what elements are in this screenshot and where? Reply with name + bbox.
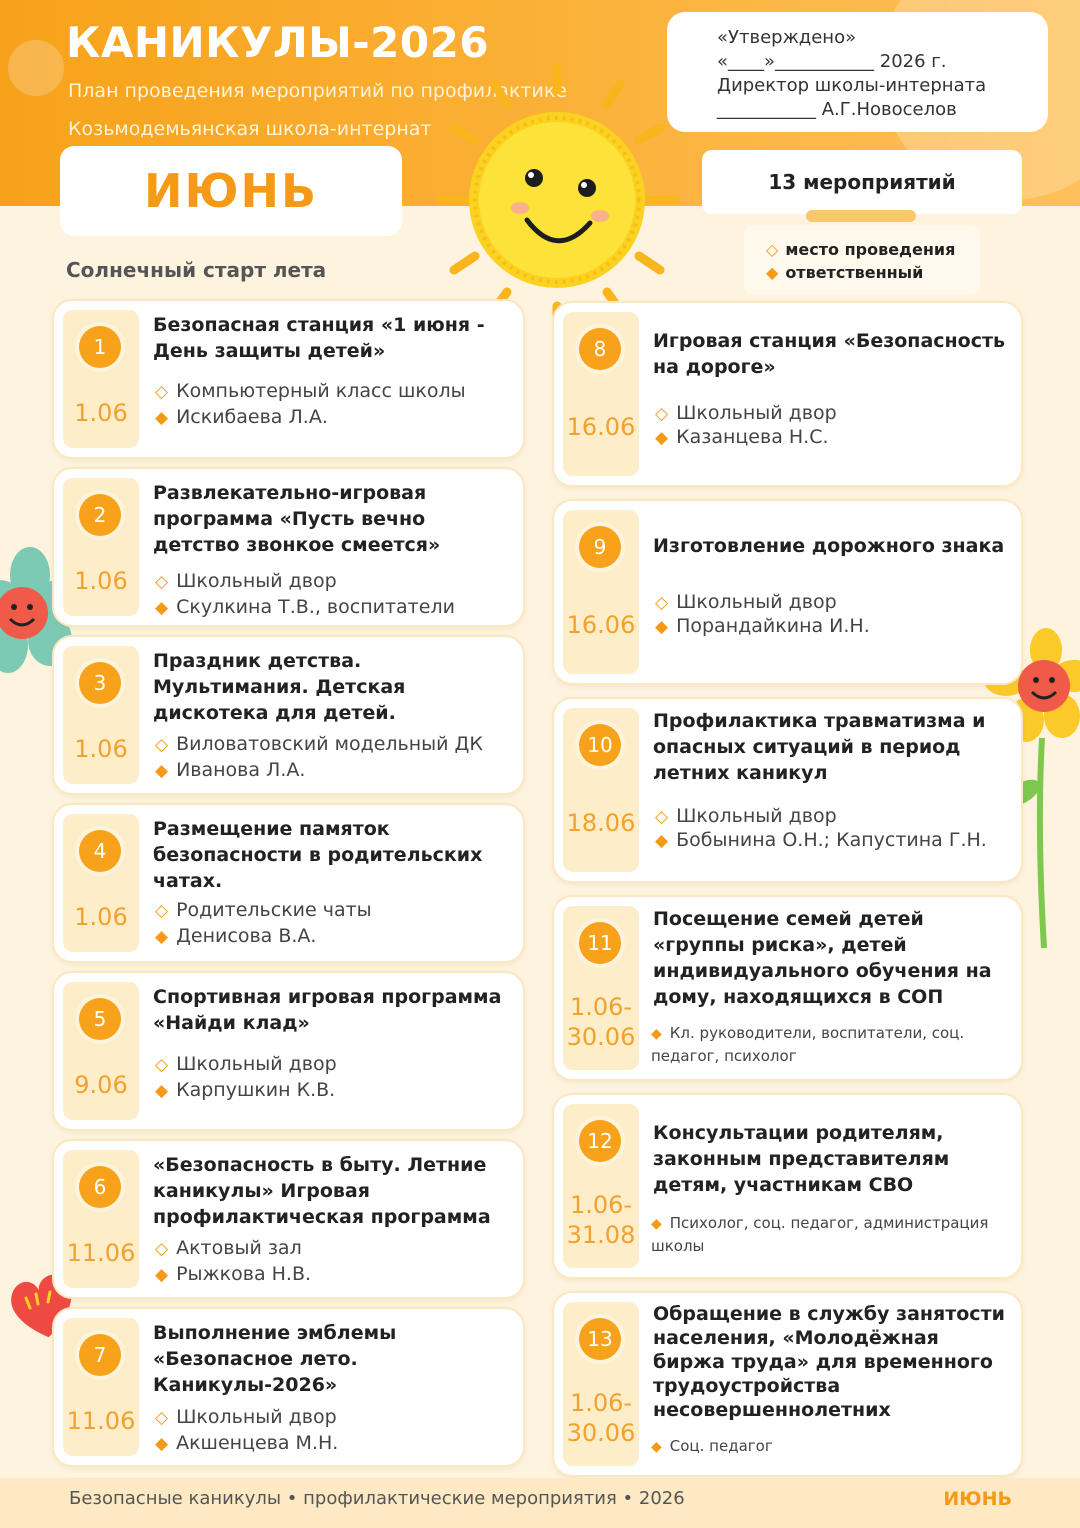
- event-card: [54, 637, 523, 793]
- hollow-diamond-icon: ◇: [155, 1055, 169, 1075]
- event-card: [554, 501, 1021, 683]
- event-responsible: ◆ Бобынина О.Н.; Капустина Г.Н.: [655, 829, 987, 851]
- event-place: ◇ Школьный двор: [655, 402, 837, 424]
- event-place: ◇ Школьный двор: [655, 591, 837, 613]
- approval-line: ___________ А.Г.Новоселов: [717, 99, 957, 120]
- event-card: [54, 1141, 523, 1297]
- event-number: 12: [579, 1120, 621, 1162]
- filled-diamond-icon: ◆: [766, 263, 779, 282]
- event-title: Безопасная станция «1 июня - День защиты детей»: [153, 314, 485, 362]
- event-card: [54, 301, 523, 457]
- hollow-diamond-icon: ◇: [155, 1239, 169, 1259]
- event-number: 11: [579, 922, 621, 964]
- event-date: 1.06- 30.06: [566, 993, 636, 1051]
- event-date: 1.06- 31.08: [566, 1191, 636, 1249]
- events-count: 13 мероприятий: [702, 150, 1022, 214]
- school-name: Козьмодемьянская школа-интернат: [68, 118, 432, 140]
- event-number: 1: [79, 326, 121, 368]
- event-place: ◇ Школьный двор: [155, 570, 337, 592]
- event-card: [554, 1095, 1021, 1277]
- filled-diamond-icon: ◆: [155, 761, 169, 781]
- filled-diamond-icon: ◆: [155, 1081, 169, 1101]
- event-place: ◇ Актовый зал: [155, 1237, 302, 1259]
- page-title: КАНИКУЛЫ-2026: [66, 18, 490, 67]
- hollow-diamond-icon: ◇: [155, 901, 169, 921]
- event-card: [554, 1293, 1021, 1475]
- filled-diamond-icon: ◆: [651, 1216, 662, 1232]
- filled-diamond-icon: ◆: [155, 598, 169, 618]
- event-title: Консультации родителям, законным представителям детям, участникам СВО: [653, 1122, 950, 1196]
- filled-diamond-icon: ◆: [651, 1439, 662, 1455]
- event-title: Развлекательно-игровая программа «Пусть вечно детство звонкое смеется»: [153, 482, 441, 556]
- event-number: 13: [579, 1318, 621, 1360]
- event-responsible: ◆ Порандайкина И.Н.: [655, 615, 870, 637]
- hollow-diamond-icon: ◇: [766, 240, 779, 259]
- event-date: 11.06: [66, 1239, 136, 1267]
- event-responsible: ◆ Денисова В.А.: [155, 925, 317, 947]
- footer-text: Безопасные каникулы • профилактические мероприятия • 2026: [69, 1488, 685, 1509]
- event-title: «Безопасность в быту. Летние каникулы» Игровая профилактическая программа: [153, 1154, 491, 1228]
- event-responsible: ◆ Акшенцева М.Н.: [155, 1432, 339, 1454]
- event-number: 9: [579, 526, 621, 568]
- approval-line: «____»___________ 2026 г.: [717, 51, 947, 72]
- event-date: 1.06: [74, 903, 128, 931]
- event-number: 4: [79, 830, 121, 872]
- month-title: ИЮНЬ: [60, 146, 402, 236]
- filled-diamond-icon: ◆: [655, 428, 669, 448]
- event-date: 1.06: [74, 735, 128, 763]
- event-title: Игровая станция «Безопасность на дороге»: [653, 330, 1005, 378]
- event-date: 11.06: [66, 1407, 136, 1435]
- event-date: 16.06: [566, 413, 636, 441]
- event-number: 8: [579, 328, 621, 370]
- decor-bubble: [8, 40, 64, 96]
- hollow-diamond-icon: ◇: [655, 404, 669, 424]
- event-place: ◇ Школьный двор: [155, 1406, 337, 1428]
- event-card: [54, 805, 523, 961]
- event-responsible: ◆ Кл. руководители, воспитатели, соц. педагог, психолог: [651, 1024, 965, 1065]
- hollow-diamond-icon: ◇: [155, 735, 169, 755]
- event-title: Выполнение эмблемы «Безопасное лето. Каникулы-2026»: [153, 1322, 397, 1396]
- event-place: ◇ Виловатовский модельный ДК: [155, 733, 483, 755]
- footer-month: ИЮНЬ: [943, 1488, 1012, 1510]
- event-card: [54, 1309, 523, 1465]
- legend-resp: ◆ ответственный: [766, 263, 924, 282]
- event-responsible: ◆ Искибаева Л.А.: [155, 406, 328, 428]
- event-responsible: ◆ Иванова Л.А.: [155, 759, 306, 781]
- event-responsible: ◆ Рыжкова Н.В.: [155, 1263, 312, 1285]
- hollow-diamond-icon: ◇: [655, 593, 669, 613]
- event-responsible: ◆ Скулкина Т.В., воспитатели: [155, 596, 455, 618]
- sun-illustration: [432, 60, 682, 320]
- event-responsible: ◆ Соц. педагог: [651, 1437, 773, 1455]
- event-title: Обращение в службу занятости населения, «Молодёжная биржа труда» для временного трудоустройства несовершеннолетних: [653, 1303, 1005, 1421]
- event-place: ◇ Школьный двор: [155, 1053, 337, 1075]
- event-title: Изготовление дорожного знака: [653, 535, 1005, 557]
- filled-diamond-icon: ◆: [655, 617, 669, 637]
- approval-stamp: [667, 12, 1048, 132]
- page-subtitle: План проведения мероприятий по профилактике: [68, 80, 568, 102]
- event-number: 10: [579, 724, 621, 766]
- event-number: 2: [79, 494, 121, 536]
- event-card: [54, 973, 523, 1129]
- section-title: Солнечный старт лета: [66, 258, 327, 282]
- event-responsible: ◆ Казанцева Н.С.: [655, 426, 829, 448]
- event-card: [54, 469, 523, 625]
- filled-diamond-icon: ◆: [655, 831, 669, 851]
- event-date: 1.06- 30.06: [566, 1389, 636, 1447]
- event-title: Посещение семей детей «группы риска», детей индивидуального обучения на дому, находящихся в СОП: [653, 908, 992, 1008]
- event-number: 3: [79, 662, 121, 704]
- hollow-diamond-icon: ◇: [155, 572, 169, 592]
- event-place: ◇ Родительские чаты: [155, 899, 372, 921]
- event-title: Праздник детства. Мультимания. Детская дискотека для детей.: [153, 650, 406, 724]
- legend: [744, 226, 980, 294]
- filled-diamond-icon: ◆: [155, 1434, 169, 1454]
- approval-line: Директор школы-интерната: [717, 75, 987, 96]
- event-number: 5: [79, 998, 121, 1040]
- filled-diamond-icon: ◆: [651, 1026, 662, 1042]
- hollow-diamond-icon: ◇: [155, 1408, 169, 1428]
- event-title: Профилактика травматизма и опасных ситуаций в период летних каникул: [653, 710, 986, 784]
- event-card: [554, 303, 1021, 485]
- event-date: 1.06: [74, 399, 128, 427]
- event-date: 1.06: [74, 567, 128, 595]
- filled-diamond-icon: ◆: [155, 1265, 169, 1285]
- event-title: Спортивная игровая программа «Найди клад»: [153, 986, 502, 1034]
- event-date: 18.06: [566, 809, 636, 837]
- event-number: 7: [79, 1334, 121, 1376]
- event-responsible: ◆ Психолог, соц. педагог, администрация школы: [651, 1214, 989, 1255]
- event-place: ◇ Школьный двор: [655, 805, 837, 827]
- hollow-diamond-icon: ◇: [155, 382, 169, 402]
- event-place: ◇ Компьютерный класс школы: [155, 380, 466, 402]
- event-date: 16.06: [566, 611, 636, 639]
- hollow-diamond-icon: ◇: [655, 807, 669, 827]
- filled-diamond-icon: ◆: [155, 408, 169, 428]
- filled-diamond-icon: ◆: [155, 927, 169, 947]
- event-responsible: ◆ Карпушкин К.В.: [155, 1079, 336, 1101]
- event-card: [554, 897, 1021, 1079]
- count-underline: [806, 210, 916, 222]
- approval-line: «Утверждено»: [717, 27, 857, 48]
- legend-place: ◇ место проведения: [766, 240, 956, 259]
- event-card: [554, 699, 1021, 881]
- event-date: 9.06: [74, 1071, 128, 1099]
- event-title: Размещение памяток безопасности в родительских чатах.: [153, 818, 483, 892]
- event-number: 6: [79, 1166, 121, 1208]
